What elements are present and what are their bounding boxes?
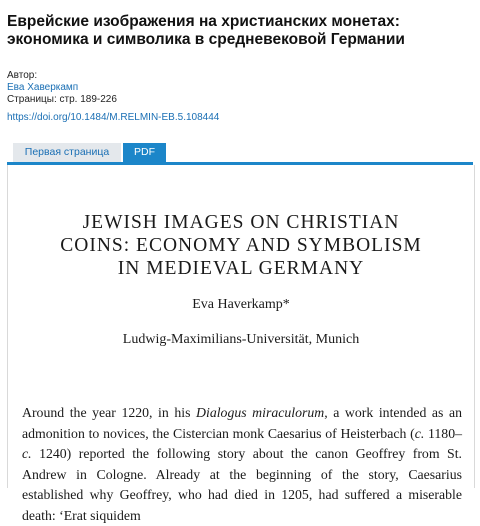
pdf-viewer[interactable] [7, 165, 475, 523]
body-text: , a work intended as an admonition to novices, the Cistercian monk Caesarius of Heisterbach ( [22, 405, 463, 441]
article-title: Еврейские изображения на христианских монетах: экономика и символика в средневековой Германии [7, 13, 405, 48]
article-meta [7, 70, 117, 106]
pdf-page [20, 165, 463, 523]
doi-link[interactable]: https://doi.org/10.1484/M.RELMIN-EB.5.108444 [7, 112, 220, 123]
body-text: 1240) reported the following story about the canon Geoffrey from St. Andrew in Cologne. Already at the beginning of the story, Caesarius established why Geoffrey, who had died in 1205, had suffered a miserable death: ‘Erat siquidem [22, 446, 462, 523]
author-link[interactable]: Ева Хаверкамп [7, 82, 79, 93]
pages-info: Страницы: стр. 189-226 [7, 94, 117, 105]
pdf-author: Eva Haverkamp* [192, 297, 290, 312]
pdf-title-line: IN MEDIEVAL GERMANY [117, 258, 365, 279]
tab-pdf[interactable]: PDF [123, 143, 166, 162]
body-text-italic: Dialogus miraculorum [196, 405, 325, 420]
tab-bar [7, 143, 473, 165]
pdf-title [20, 211, 462, 280]
pdf-title-line: JEWISH IMAGES ON CHRISTIAN [82, 212, 400, 233]
body-text-italic: c. [414, 425, 425, 441]
author-label: Автор: [7, 70, 38, 81]
pdf-affiliation: Ludwig-Maximilians-Universität, Munich [122, 332, 360, 347]
pdf-title-line: COINS: ECONOMY AND SYMBOLISM [60, 235, 422, 256]
tab-first-page[interactable]: Первая страница [13, 143, 121, 162]
pdf-body-paragraph [22, 403, 462, 526]
body-text-italic: c. [22, 446, 32, 461]
body-text: 1180– [424, 425, 463, 441]
body-text: Around the year 1220, in his [22, 405, 197, 420]
